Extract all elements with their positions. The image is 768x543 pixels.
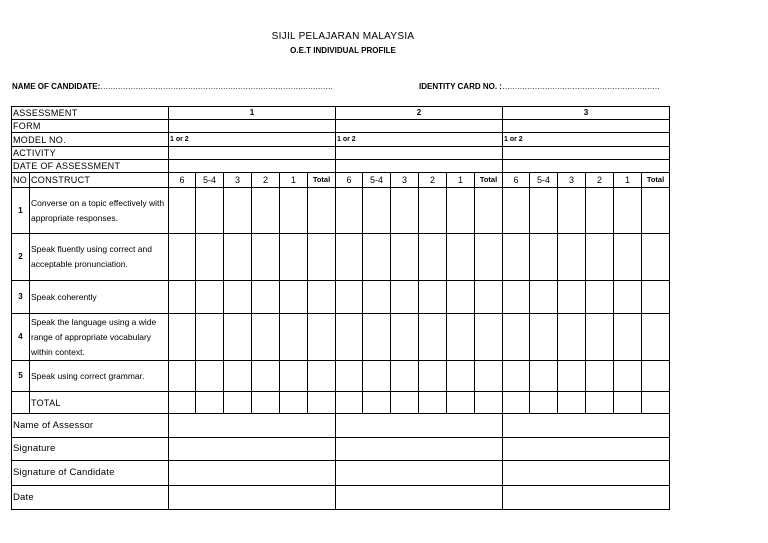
document-title: SIJIL PELAJARAN MALAYSIA (271, 31, 415, 42)
score-cell[interactable] (586, 361, 614, 392)
candidate-name-field[interactable] (12, 82, 333, 91)
score-header: 1 (447, 173, 475, 188)
score-cell[interactable] (419, 361, 447, 392)
construct-number: 3 (12, 281, 30, 314)
score-cell[interactable] (363, 361, 391, 392)
candidate-name-label: NAME OF CANDIDATE: (12, 82, 101, 91)
score-cell[interactable] (252, 361, 280, 392)
assessor-cell-1[interactable] (169, 414, 336, 438)
score-header: 5-4 (196, 173, 224, 188)
score-cell[interactable] (475, 281, 503, 314)
activity-cell-1[interactable] (169, 147, 336, 160)
score-cell[interactable] (280, 314, 308, 361)
score-header: 2 (586, 173, 614, 188)
score-cell[interactable] (391, 361, 419, 392)
form-cell-2[interactable] (336, 120, 503, 133)
score-cell[interactable] (447, 281, 475, 314)
model-cell-3[interactable]: 1 or 2 (503, 133, 670, 147)
date-cell-3[interactable] (503, 160, 670, 173)
candidate-signature-cell-3[interactable] (503, 461, 670, 486)
assessor-label: Name of Assessor (12, 414, 169, 438)
construct-text: Speak fluently using correct and acceptable pronunciation. (30, 234, 169, 281)
score-cell[interactable] (308, 361, 336, 392)
score-cell[interactable] (475, 234, 503, 281)
score-header: 5-4 (530, 173, 558, 188)
score-cell[interactable] (280, 392, 308, 414)
score-cell[interactable] (224, 314, 252, 361)
score-cell[interactable] (447, 234, 475, 281)
form-cell-1[interactable] (169, 120, 336, 133)
score-header: 6 (336, 173, 363, 188)
date-of-assessment-row (12, 160, 670, 173)
score-cell[interactable] (475, 361, 503, 392)
score-cell[interactable] (308, 281, 336, 314)
score-cell[interactable] (391, 314, 419, 361)
score-cell[interactable] (419, 234, 447, 281)
signature-cell-1[interactable] (169, 438, 336, 461)
score-cell[interactable] (614, 361, 642, 392)
score-cell[interactable] (419, 314, 447, 361)
candidate-signature-label: Signature of Candidate (12, 461, 169, 486)
score-header: 6 (503, 173, 530, 188)
activity-cell-2[interactable] (336, 147, 503, 160)
candidate-signature-cell-1[interactable] (169, 461, 336, 486)
score-cell[interactable] (642, 314, 670, 361)
activity-label: ACTIVITY (12, 147, 169, 160)
activity-cell-3[interactable] (503, 147, 670, 160)
date-row (12, 486, 670, 510)
score-cell[interactable] (475, 314, 503, 361)
candidate-signature-row (12, 461, 670, 486)
score-cell[interactable] (336, 361, 363, 392)
score-cell[interactable] (308, 314, 336, 361)
score-cell[interactable] (642, 281, 670, 314)
score-cell[interactable] (419, 281, 447, 314)
score-cell[interactable] (336, 281, 363, 314)
assessment-row (12, 107, 670, 120)
score-cell[interactable] (642, 188, 670, 234)
form-row (12, 120, 670, 133)
score-cell[interactable] (363, 188, 391, 234)
total-label: TOTAL (30, 392, 169, 414)
assessment-1-header: 1 (169, 107, 336, 120)
score-cell[interactable] (363, 392, 391, 414)
score-cell[interactable] (252, 392, 280, 414)
construct-row-3 (12, 281, 670, 314)
construct-row-1 (12, 188, 670, 234)
score-cell[interactable] (196, 314, 224, 361)
model-label: MODEL NO. (12, 133, 169, 147)
construct-number: 1 (12, 188, 30, 234)
score-cell[interactable] (586, 392, 614, 414)
construct-header: CONSTRUCT (30, 173, 169, 188)
assessor-cell-2[interactable] (336, 414, 503, 438)
total-header: Total (642, 173, 670, 188)
score-cell[interactable] (224, 188, 252, 234)
model-cell-2[interactable]: 1 or 2 (336, 133, 503, 147)
no-header: NO (12, 173, 30, 188)
signature-cell-3[interactable] (503, 438, 670, 461)
score-cell[interactable] (558, 281, 586, 314)
total-header: Total (475, 173, 503, 188)
score-cell[interactable] (391, 281, 419, 314)
score-cell[interactable] (558, 188, 586, 234)
score-cell[interactable] (391, 392, 419, 414)
score-cell[interactable] (391, 234, 419, 281)
score-cell[interactable] (224, 281, 252, 314)
score-cell[interactable] (530, 281, 558, 314)
candidate-signature-cell-2[interactable] (336, 461, 503, 486)
score-cell[interactable] (196, 234, 224, 281)
document-subtitle: O.E.T INDIVIDUAL PROFILE (290, 46, 396, 55)
assessment-3-header: 3 (503, 107, 670, 120)
score-cell[interactable] (586, 281, 614, 314)
score-cell[interactable] (224, 234, 252, 281)
date-of-assessment-label: DATE OF ASSESSMENT (12, 160, 169, 173)
score-cell[interactable] (336, 314, 363, 361)
score-cell[interactable] (447, 361, 475, 392)
construct-row-5 (12, 361, 670, 392)
identity-card-dots: ……………………………………………………… (501, 82, 660, 91)
score-cell[interactable] (169, 188, 196, 234)
score-cell[interactable] (642, 361, 670, 392)
construct-text: Speak using correct grammar. (30, 361, 169, 392)
score-header: 3 (558, 173, 586, 188)
total-header: Total (308, 173, 336, 188)
score-cell[interactable] (363, 281, 391, 314)
construct-number: 5 (12, 361, 30, 392)
score-cell[interactable] (642, 392, 670, 414)
score-cell[interactable] (614, 281, 642, 314)
model-cell-1[interactable]: 1 or 2 (169, 133, 336, 147)
score-cell[interactable] (280, 234, 308, 281)
score-cell[interactable] (530, 188, 558, 234)
score-cell[interactable] (586, 188, 614, 234)
assessment-table (11, 106, 670, 510)
date-sign-cell-2[interactable] (336, 486, 503, 510)
score-cell[interactable] (336, 188, 363, 234)
score-cell[interactable] (280, 281, 308, 314)
score-cell[interactable] (169, 314, 196, 361)
assessment-2-header: 2 (336, 107, 503, 120)
construct-row-4 (12, 314, 670, 361)
signature-label: Signature (12, 438, 169, 461)
score-header: 2 (419, 173, 447, 188)
candidate-name-dots: ………………………………………………………………………………… (100, 82, 333, 91)
score-cell[interactable] (503, 234, 530, 281)
score-cell[interactable] (503, 392, 530, 414)
identity-card-field[interactable] (419, 82, 659, 91)
total-row (12, 392, 670, 414)
score-cell[interactable] (475, 392, 503, 414)
score-cell[interactable] (280, 361, 308, 392)
score-header: 2 (252, 173, 280, 188)
construct-row-2 (12, 234, 670, 281)
score-cell[interactable] (196, 281, 224, 314)
score-cell[interactable] (614, 234, 642, 281)
score-header: 3 (224, 173, 252, 188)
score-cell[interactable] (308, 188, 336, 234)
score-cell[interactable] (419, 392, 447, 414)
date-cell-1[interactable] (169, 160, 336, 173)
score-cell[interactable] (642, 234, 670, 281)
score-cell[interactable] (586, 314, 614, 361)
score-cell[interactable] (447, 188, 475, 234)
date-label: Date (12, 486, 169, 510)
score-cell[interactable] (308, 234, 336, 281)
activity-row (12, 147, 670, 160)
score-cell[interactable] (558, 314, 586, 361)
score-cell[interactable] (503, 281, 530, 314)
score-cell[interactable] (169, 392, 196, 414)
total-no-cell (12, 392, 30, 414)
score-cell[interactable] (363, 314, 391, 361)
score-cell[interactable] (530, 392, 558, 414)
construct-text: Converse on a topic effectively with appropriate responses. (30, 188, 169, 234)
score-cell[interactable] (447, 314, 475, 361)
signature-cell-2[interactable] (336, 438, 503, 461)
construct-number: 4 (12, 314, 30, 361)
score-cell[interactable] (169, 361, 196, 392)
score-header: 5-4 (363, 173, 391, 188)
score-cell[interactable] (252, 314, 280, 361)
construct-text: Speak coherently (30, 281, 169, 314)
score-cell[interactable] (447, 392, 475, 414)
form-label: FORM (12, 120, 169, 133)
assessor-row (12, 414, 670, 438)
score-cell[interactable] (280, 188, 308, 234)
score-cell[interactable] (196, 188, 224, 234)
model-row (12, 133, 670, 147)
score-cell[interactable] (336, 392, 363, 414)
score-cell[interactable] (558, 234, 586, 281)
score-cell[interactable] (224, 392, 252, 414)
score-cell[interactable] (252, 281, 280, 314)
form-cell-3[interactable] (503, 120, 670, 133)
assessment-label: ASSESSMENT (12, 107, 169, 120)
score-cell[interactable] (196, 392, 224, 414)
score-cell[interactable] (586, 234, 614, 281)
score-cell[interactable] (252, 188, 280, 234)
score-cell[interactable] (614, 314, 642, 361)
score-cell[interactable] (363, 234, 391, 281)
score-cell[interactable] (419, 188, 447, 234)
score-header: 1 (280, 173, 308, 188)
signature-row (12, 438, 670, 461)
identity-card-label: IDENTITY CARD NO. : (419, 82, 502, 91)
score-cell[interactable] (614, 392, 642, 414)
score-cell[interactable] (252, 234, 280, 281)
date-cell-2[interactable] (336, 160, 503, 173)
score-header-row (12, 173, 670, 188)
score-cell[interactable] (503, 361, 530, 392)
score-cell[interactable] (336, 234, 363, 281)
score-cell[interactable] (308, 392, 336, 414)
score-cell[interactable] (530, 314, 558, 361)
score-cell[interactable] (391, 188, 419, 234)
score-header: 6 (169, 173, 196, 188)
score-cell[interactable] (558, 392, 586, 414)
score-cell[interactable] (530, 234, 558, 281)
score-header: 3 (391, 173, 419, 188)
score-header: 1 (614, 173, 642, 188)
assessor-cell-3[interactable] (503, 414, 670, 438)
score-cell[interactable] (169, 234, 196, 281)
score-cell[interactable] (475, 188, 503, 234)
score-cell[interactable] (224, 361, 252, 392)
date-sign-cell-1[interactable] (169, 486, 336, 510)
score-cell[interactable] (169, 281, 196, 314)
construct-number: 2 (12, 234, 30, 281)
date-sign-cell-3[interactable] (503, 486, 670, 510)
score-cell[interactable] (503, 314, 530, 361)
score-cell[interactable] (614, 188, 642, 234)
score-cell[interactable] (503, 188, 530, 234)
score-cell[interactable] (558, 361, 586, 392)
score-cell[interactable] (530, 361, 558, 392)
construct-text: Speak the language using a wide range of appropriate vocabulary within context. (30, 314, 169, 361)
score-cell[interactable] (196, 361, 224, 392)
